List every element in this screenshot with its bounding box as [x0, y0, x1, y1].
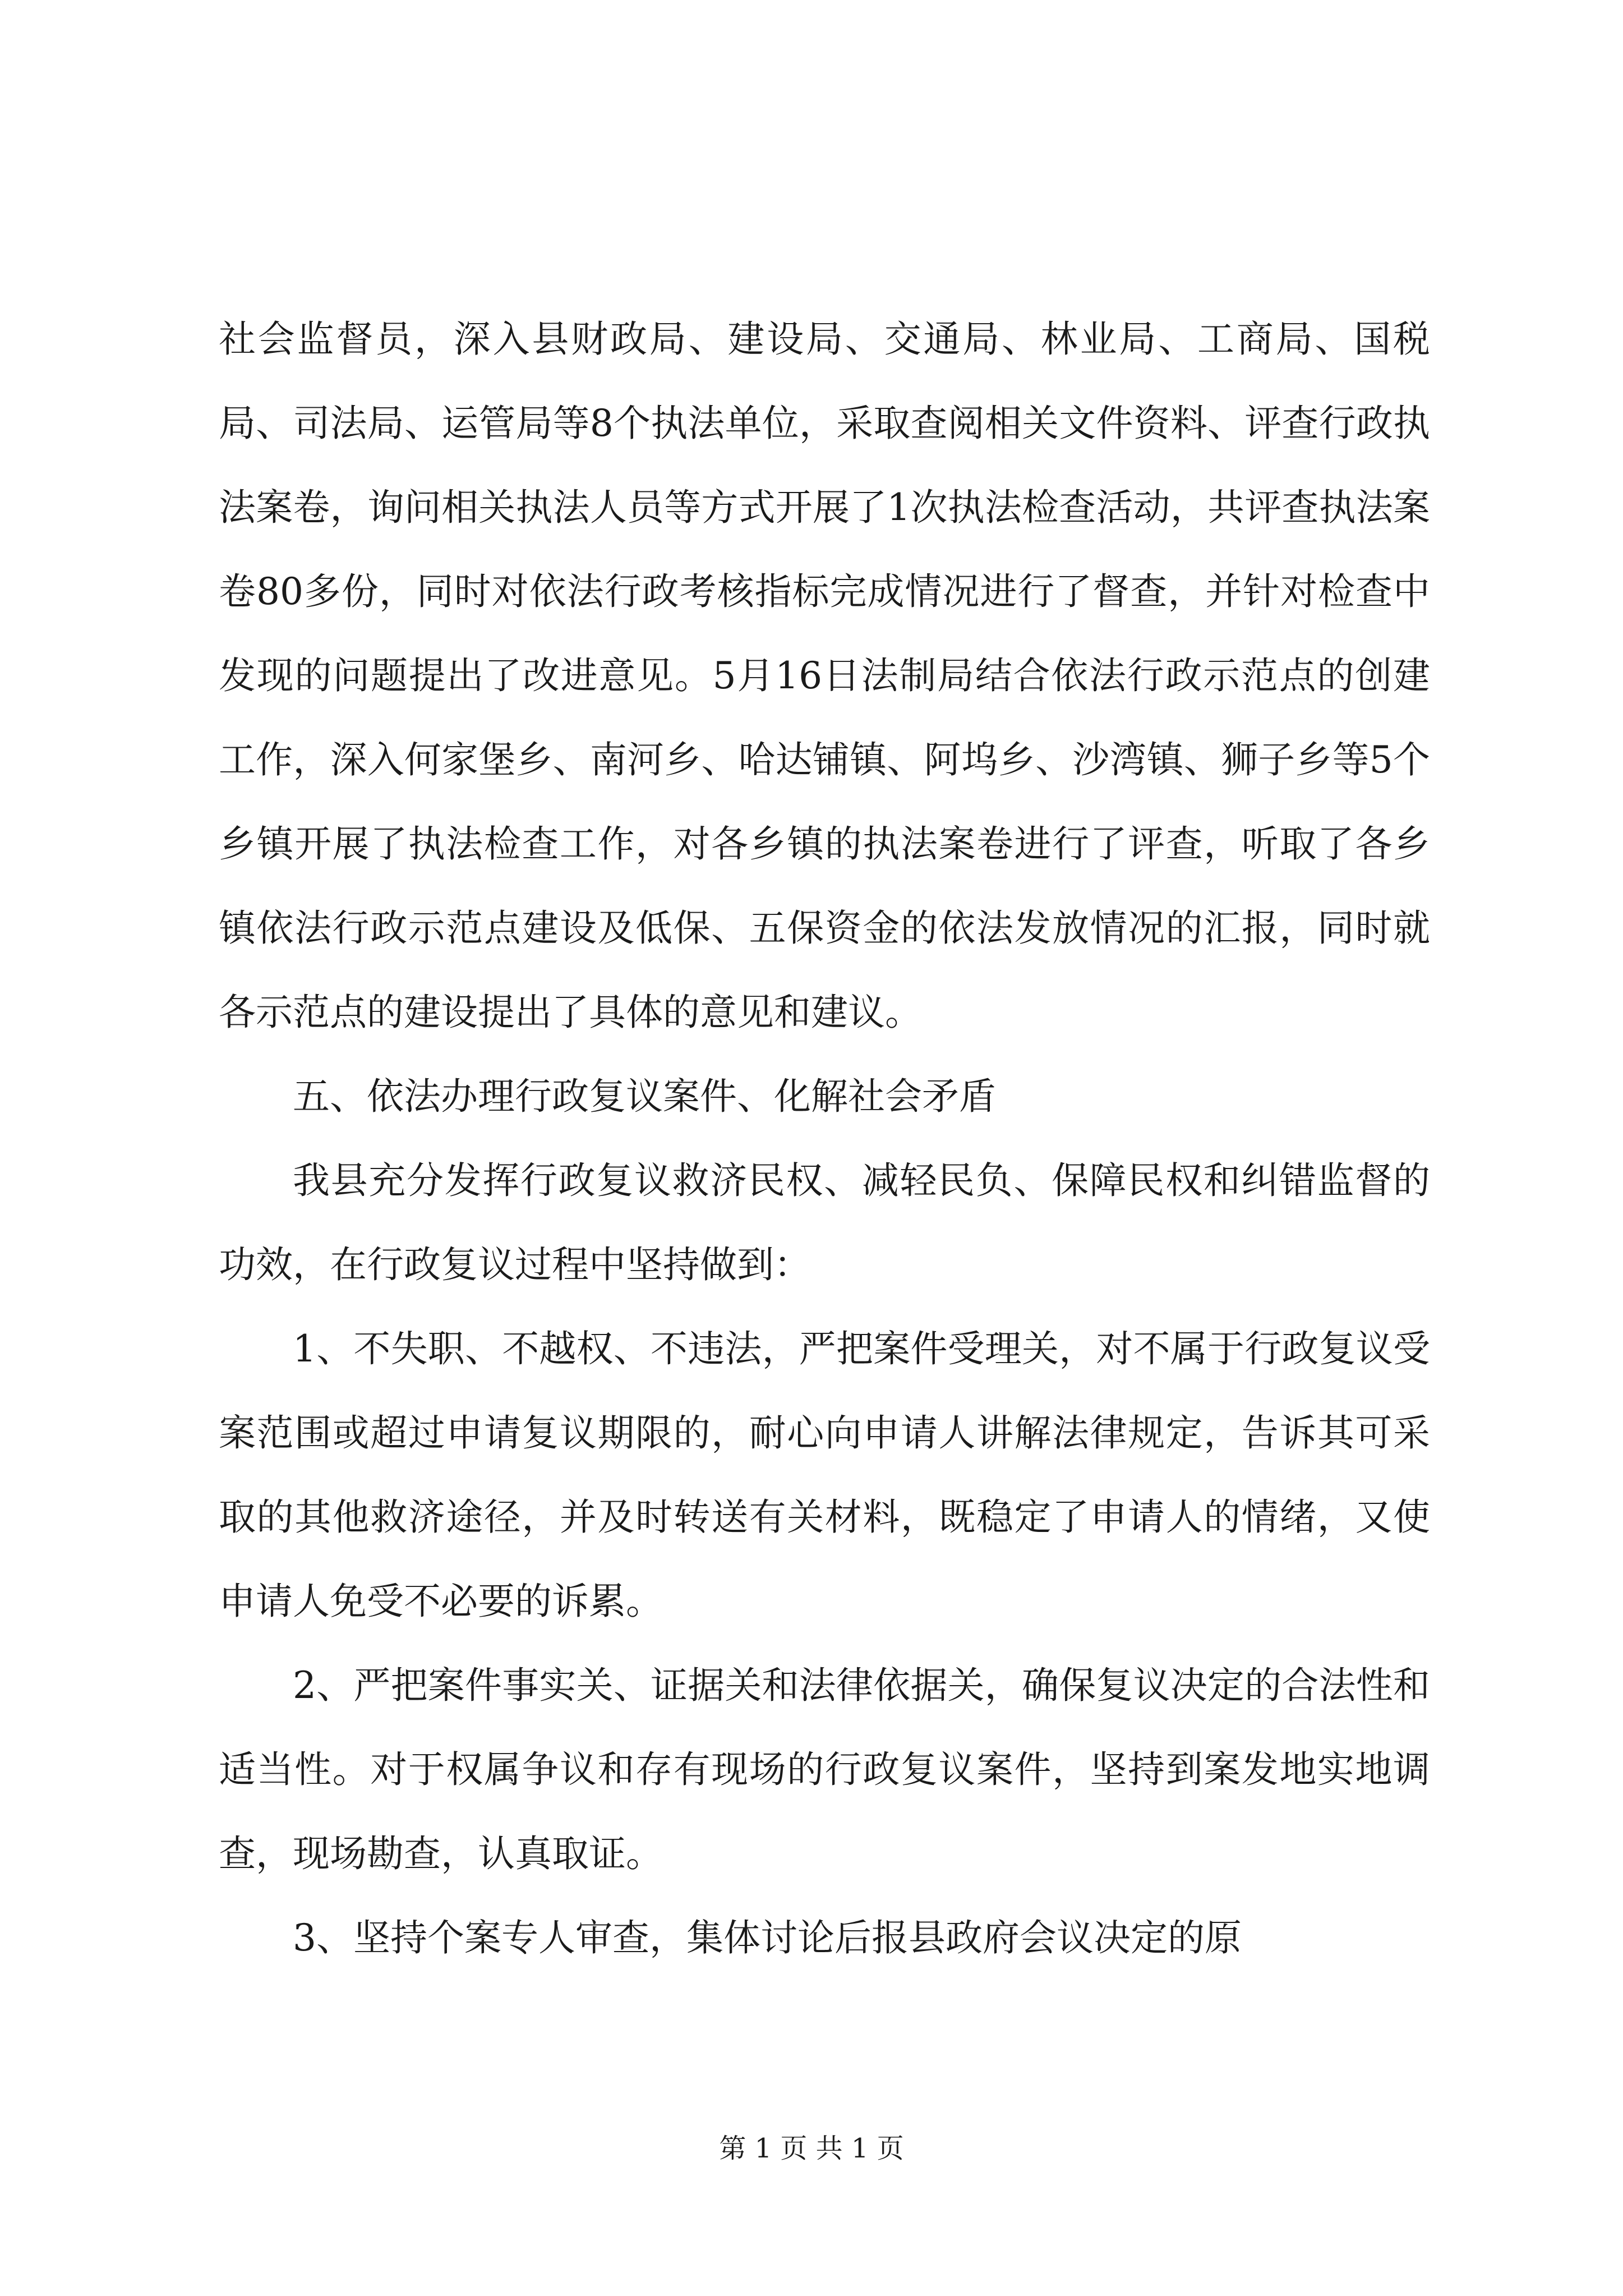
- paragraph-continuation: 社会监督员，深入县财政局、建设局、交通局、林业局、工商局、国税局、司法局、运管局等8个执法单位，采取查阅相关文件资料、评查行政执法案卷，询问相关执法人员等方式开展了1次执法检查活动，共评查执法案卷80多份，同时对依法行政考核指标完成情况进行了督查，并针对检查中发现的问题提出了改进意见。5月16日法制局结合依法行政示范点的创建工作，深入何家堡乡、南河乡、哈达铺镇、阿坞乡、沙湾镇、狮子乡等5个乡镇开展了执法检查工作，对各乡镇的执法案卷进行了评查，听取了各乡镇依法行政示范点建设及低保、五保资金的依法发放情况的汇报，同时就各示范点的建设提出了具体的意见和建议。: [219, 318, 1430, 1034]
- paragraph-item-2: 2、严把案件事实关、证据关和法律依据关，确保复议决定的合法性和适当性。对于权属争议和存有现场的行政复议案件，坚持到案发地实地调查，现场勘查，认真取证。: [219, 1664, 1430, 1875]
- document-body: [219, 297, 1430, 1980]
- paragraph-intro: 我县充分发挥行政复议救济民权、减轻民负、保障民权和纠错监督的功效，在行政复议过程中坚持做到：: [219, 1159, 1430, 1286]
- paragraph-item-3: 3、坚持个案专人审查，集体讨论后报县政府会议决定的原: [293, 1916, 1242, 1959]
- page-footer: 第 1 页 共 1 页: [719, 2133, 904, 2164]
- section-heading: 五、依法办理行政复议案件、化解社会矛盾: [293, 1075, 996, 1118]
- paragraph-item-1: 1、不失职、不越权、不违法，严把案件受理关，对不属于行政复议受案范围或超过申请复议期限的，耐心向申请人讲解法律规定，告诉其可采取的其他救济途径，并及时转送有关材料，既稳定了申请人的情绪，又使申请人免受不必要的诉累。: [219, 1327, 1430, 1623]
